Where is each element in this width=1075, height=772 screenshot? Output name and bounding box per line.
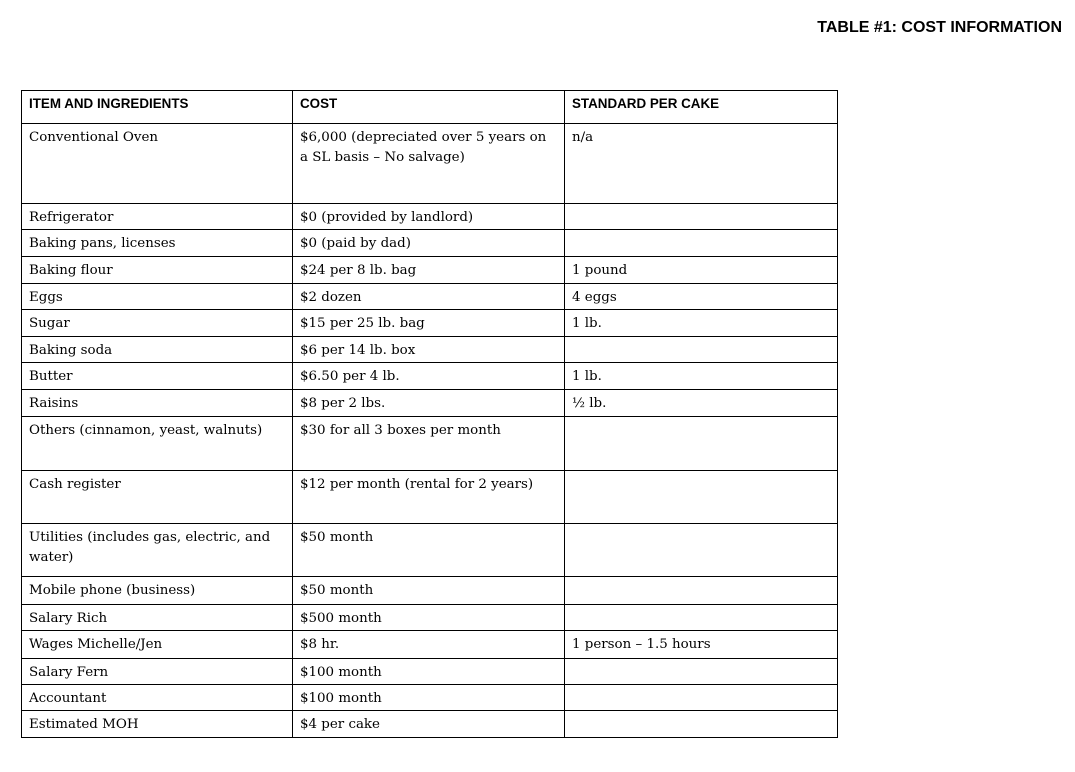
cell-standard <box>565 659 838 685</box>
cell-item: Conventional Oven <box>22 124 293 204</box>
cell-cost: $6.50 per 4 lb. <box>293 363 565 390</box>
cell-cost: $6,000 (depreciated over 5 years on a SL basis – No salvage) <box>293 124 565 204</box>
cell-standard <box>565 204 838 230</box>
cell-cost: $0 (paid by dad) <box>293 230 565 257</box>
table-row <box>22 524 838 577</box>
cell-standard: n/a <box>565 124 838 204</box>
cell-item: Salary Fern <box>22 659 293 685</box>
table-row <box>22 631 838 659</box>
table-row <box>22 337 838 363</box>
cell-cost: $50 month <box>293 577 565 605</box>
table-row <box>22 390 838 417</box>
cell-cost: $2 dozen <box>293 284 565 310</box>
cell-standard <box>565 524 838 577</box>
cell-item: Wages Michelle/Jen <box>22 631 293 659</box>
cell-cost: $100 month <box>293 685 565 711</box>
table-row <box>22 471 838 524</box>
table-row <box>22 577 838 605</box>
cell-standard <box>565 471 838 524</box>
header-standard-per-cake: STANDARD PER CAKE <box>565 91 838 124</box>
cell-cost: $0 (provided by landlord) <box>293 204 565 230</box>
cell-item: Estimated MOH <box>22 711 293 738</box>
table-row <box>22 685 838 711</box>
cell-cost: $15 per 25 lb. bag <box>293 310 565 337</box>
cell-item: Refrigerator <box>22 204 293 230</box>
cell-cost: $12 per month (rental for 2 years) <box>293 471 565 524</box>
cell-standard: 4 eggs <box>565 284 838 310</box>
cell-standard: 1 pound <box>565 257 838 284</box>
cell-cost: $6 per 14 lb. box <box>293 337 565 363</box>
cell-item: Utilities (includes gas, electric, and water) <box>22 524 293 577</box>
table-row <box>22 711 838 738</box>
cell-item: Raisins <box>22 390 293 417</box>
table-row <box>22 605 838 631</box>
cell-item: Baking soda <box>22 337 293 363</box>
document-title: TABLE #1: COST INFORMATION <box>817 19 1062 36</box>
header-cost: COST <box>293 91 565 124</box>
cell-item: Eggs <box>22 284 293 310</box>
cell-standard <box>565 577 838 605</box>
cell-standard: 1 lb. <box>565 363 838 390</box>
cell-cost: $100 month <box>293 659 565 685</box>
table-row <box>22 124 838 204</box>
cell-item: Others (cinnamon, yeast, walnuts) <box>22 417 293 471</box>
cell-cost: $8 hr. <box>293 631 565 659</box>
cell-item: Accountant <box>22 685 293 711</box>
cell-cost: $4 per cake <box>293 711 565 738</box>
cell-item: Baking flour <box>22 257 293 284</box>
table-row <box>22 230 838 257</box>
cell-item: Salary Rich <box>22 605 293 631</box>
table-row <box>22 284 838 310</box>
cell-item: Baking pans, licenses <box>22 230 293 257</box>
table-row <box>22 659 838 685</box>
cell-standard <box>565 605 838 631</box>
cell-standard: 1 lb. <box>565 310 838 337</box>
cell-item: Mobile phone (business) <box>22 577 293 605</box>
cell-standard: 1 person – 1.5 hours <box>565 631 838 659</box>
cost-information-table <box>21 90 838 738</box>
header-item-and-ingredients: ITEM AND INGREDIENTS <box>22 91 293 124</box>
cell-standard <box>565 685 838 711</box>
cell-cost: $8 per 2 lbs. <box>293 390 565 417</box>
cell-cost: $24 per 8 lb. bag <box>293 257 565 284</box>
cell-item: Butter <box>22 363 293 390</box>
table-row <box>22 257 838 284</box>
cell-item: Cash register <box>22 471 293 524</box>
cell-cost: $30 for all 3 boxes per month <box>293 417 565 471</box>
table-row <box>22 204 838 230</box>
cell-cost: $50 month <box>293 524 565 577</box>
cell-standard <box>565 711 838 738</box>
table-row <box>22 417 838 471</box>
cell-cost: $500 month <box>293 605 565 631</box>
cell-standard <box>565 417 838 471</box>
cell-standard <box>565 337 838 363</box>
table-header-row <box>22 91 838 124</box>
table-row <box>22 363 838 390</box>
cell-item: Sugar <box>22 310 293 337</box>
table-row <box>22 310 838 337</box>
cell-standard: ½ lb. <box>565 390 838 417</box>
cell-standard <box>565 230 838 257</box>
